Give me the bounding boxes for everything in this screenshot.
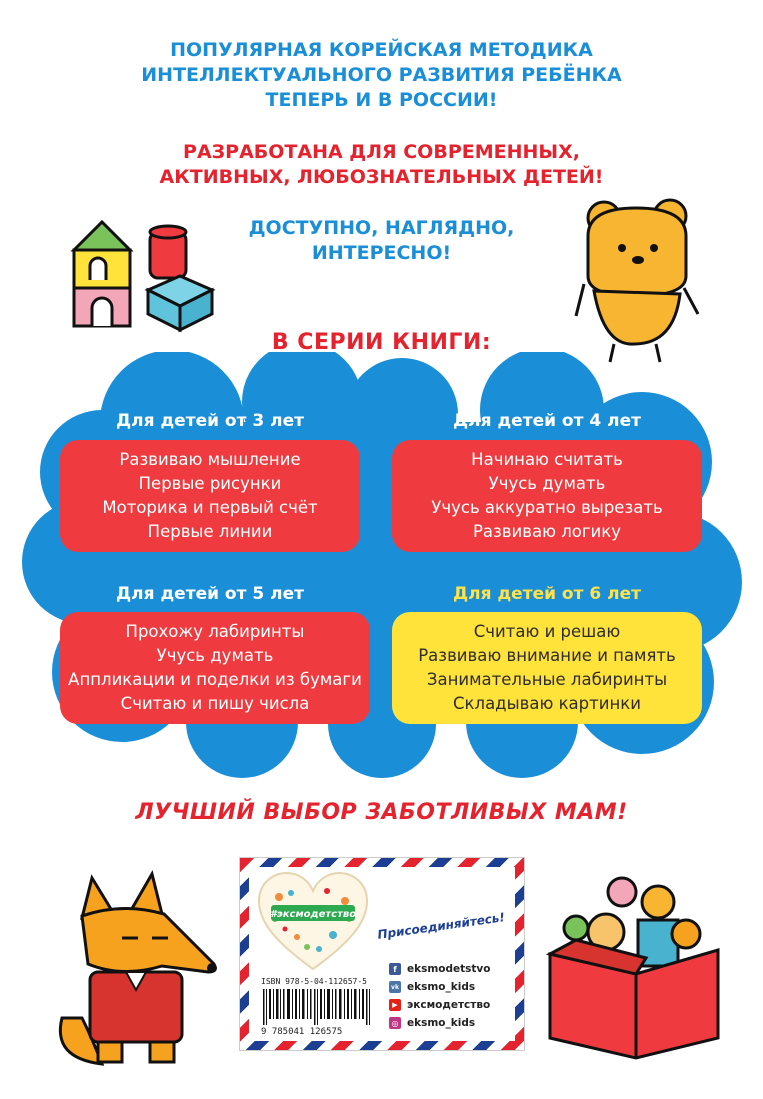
social-handle: eksmo_kids — [407, 1017, 476, 1029]
intro-headline — [0, 38, 763, 113]
book-title: Учусь думать — [488, 474, 606, 493]
book-title: Занимательные лабиринты — [426, 670, 668, 689]
toy-box-illustration — [546, 862, 726, 1062]
target-audience-text — [0, 140, 763, 190]
audience-line: АКТИВНЫХ, ЛЮБОЗНАТЕЛЬНЫХ ДЕТЕЙ! — [159, 166, 604, 188]
books-box-5 — [60, 612, 370, 724]
card-body — [249, 867, 515, 1041]
benefits-line: ДОСТУПНО, НАГЛЯДНО, — [248, 217, 515, 239]
book-title: Развиваю внимание и память — [418, 646, 676, 665]
intro-line: ПОПУЛЯРНАЯ КОРЕЙСКАЯ МЕТОДИКА — [170, 39, 593, 61]
intro-line: ТЕПЕРЬ И В РОССИИ! — [265, 89, 498, 111]
book-title: Первые рисунки — [138, 474, 282, 493]
info-card — [240, 858, 524, 1050]
book-title: Аппликации и поделки из бумаги — [68, 670, 362, 689]
benefits-line: ИНТЕРЕСНО! — [311, 242, 452, 264]
books-box-4 — [392, 440, 702, 552]
social-handle: eksmodetstvo — [407, 963, 491, 975]
age-label-6: Для детей от 6 лет — [453, 584, 641, 604]
vk-icon: vk — [389, 981, 401, 993]
book-title: Развиваю мышление — [119, 450, 301, 469]
toy-blocks-illustration — [62, 210, 232, 340]
age-label-3: Для детей от 3 лет — [116, 411, 304, 431]
book-title: Моторика и первый счёт — [102, 498, 318, 517]
social-instagram[interactable] — [389, 1017, 475, 1029]
book-title: Развиваю логику — [472, 522, 622, 541]
book-title: Считаю и пишу числа — [120, 694, 310, 713]
series-title: В СЕРИИ КНИГИ: — [271, 330, 492, 355]
book-title: Учусь аккуратно вырезать — [431, 498, 663, 517]
books-box-3 — [60, 440, 360, 552]
youtube-icon: ▶ — [389, 999, 401, 1011]
age-label-5: Для детей от 5 лет — [116, 584, 304, 604]
audience-line: РАЗРАБОТАНА ДЛЯ СОВРЕМЕННЫХ, — [183, 141, 580, 163]
facebook-icon: f — [389, 963, 401, 975]
intro-line: ИНТЕЛЛЕКТУАЛЬНОГО РАЗВИТИЯ РЕБЁНКА — [141, 64, 622, 86]
slogan: ЛУЧШИЙ ВЫБОР ЗАБОТЛИВЫХ МАМ! — [135, 800, 628, 825]
book-title: Складываю картинки — [453, 694, 641, 713]
social-youtube[interactable] — [389, 999, 490, 1011]
instagram-icon: ◎ — [389, 1017, 401, 1029]
book-title: Первые линии — [147, 522, 273, 541]
books-box-6 — [392, 612, 702, 724]
heart-logo — [257, 871, 369, 973]
book-title: Считаю и решаю — [473, 622, 621, 641]
join-text: Присоединяйтесь! — [376, 910, 506, 942]
barcode-digits: 9 785041 126575 — [261, 1027, 343, 1037]
social-facebook[interactable] — [389, 963, 491, 975]
book-title: Начинаю считать — [471, 450, 623, 469]
book-title: Прохожу лабиринты — [125, 622, 305, 641]
barcode-image — [261, 989, 373, 1027]
book-title: Учусь думать — [156, 646, 274, 665]
social-handle: эксмодетство — [407, 999, 491, 1011]
heart-hashtag: #эксмодетство — [269, 909, 357, 920]
age-label-4: Для детей от 4 лет — [453, 411, 641, 431]
social-vk[interactable] — [389, 981, 475, 993]
isbn-text: ISBN 978-5-04-112657-5 — [261, 977, 367, 986]
fox-illustration — [52, 868, 232, 1068]
social-handle: eksmo_kids — [407, 981, 476, 993]
